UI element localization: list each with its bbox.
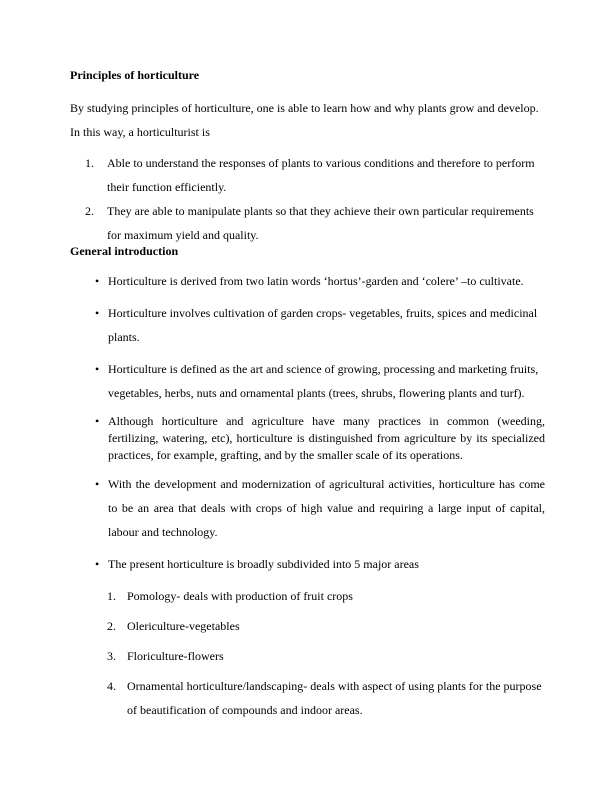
bullet-item [70, 552, 612, 576]
bullet-item [70, 301, 612, 349]
bullet-item-text: Horticulture is derived from two latin words ‘hortus’-garden and ‘colere’ –to cultivate. [108, 274, 524, 288]
list-item-text: Able to understand the responses of plants to various conditions and therefore to perform their function efficiently. [107, 156, 535, 194]
bullet-item-text: The present horticulture is broadly subdivided into 5 major areas [108, 557, 419, 571]
bullet-item [70, 413, 612, 464]
list-item-text: Pomology- deals with production of fruit crops [127, 589, 353, 603]
list-number: 2. [107, 619, 116, 633]
bullet-dot-icon: • [95, 306, 100, 320]
list-number: 4. [107, 679, 116, 693]
bullet-list [70, 269, 612, 576]
bullet-item-text: Horticulture involves cultivation of garden crops- vegetables, fruits, spices and medicinal plants. [108, 306, 538, 344]
list-number: 3. [107, 649, 116, 663]
section-heading: General introduction [70, 244, 179, 258]
list-item [70, 584, 612, 608]
bullet-item-text: Although horticulture and agriculture have many practices in common (weeding, fertilizing, watering, etc), horticulture is distinguished from agriculture by its specialized practices, for example, grafting, and by the smaller scale of its operations. [108, 414, 545, 462]
bullet-dot-icon: • [95, 414, 100, 428]
bullet-dot-icon: • [95, 274, 100, 288]
intro-numbered-list [70, 151, 612, 247]
bullet-item-text: Horticulture is defined as the art and science of growing, processing and marketing fruits, vegetables, herbs, nuts and ornamental plants (trees, shrubs, flowering plants and turf). [108, 362, 539, 400]
list-number: 1. [107, 589, 116, 603]
list-item-text: Ornamental horticulture/landscaping- deals with aspect of using plants for the purpose of beautification of compounds and indoor areas. [127, 679, 542, 717]
list-item-text: Olericulture-vegetables [127, 619, 240, 633]
list-item [70, 674, 612, 722]
list-item-text: Floriculture-flowers [127, 649, 224, 663]
page-title: Principles of horticulture [70, 68, 200, 82]
bullet-dot-icon: • [95, 557, 100, 571]
list-item [70, 644, 612, 668]
areas-numbered-list [70, 584, 612, 722]
list-item-text: They are able to manipulate plants so that they achieve their own particular requirements for maximum yield and quality. [107, 204, 534, 242]
list-number: 1. [85, 156, 94, 170]
list-item [70, 151, 612, 199]
bullet-item [70, 269, 612, 293]
intro-paragraph: By studying principles of horticulture, one is able to learn how and why plants grow and develop. In this way, a horticulturist is [70, 101, 539, 139]
bullet-dot-icon: • [95, 362, 100, 376]
bullet-item [70, 357, 612, 405]
bullet-dot-icon: • [95, 477, 100, 491]
bullet-item [70, 472, 612, 544]
list-item [70, 614, 612, 638]
bullet-item-text: With the development and modernization of agricultural activities, horticulture has come to be an area that deals with crops of high value and requiring a large input of capital, labour and technology. [108, 477, 545, 539]
list-number: 2. [85, 204, 94, 218]
